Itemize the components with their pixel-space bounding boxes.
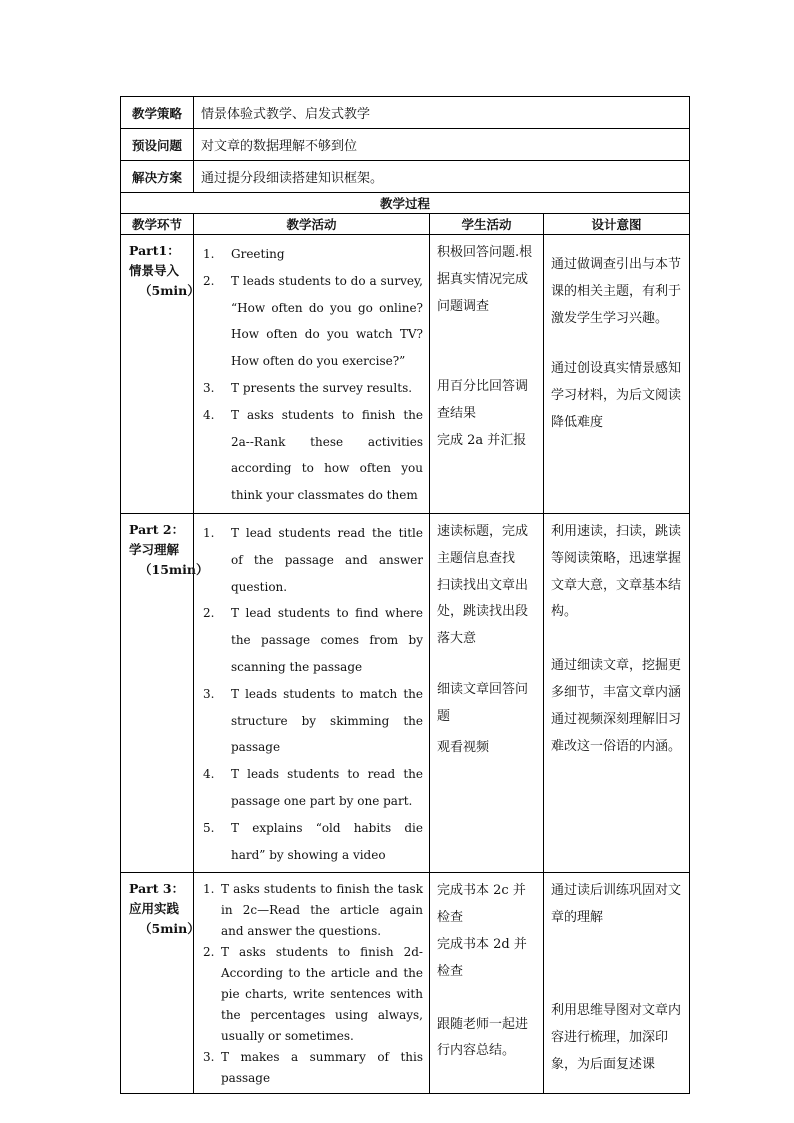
stage-name: 情景导入 — [129, 263, 180, 278]
student-activity-cell — [430, 513, 544, 872]
student-activity: 跟随老师一起进行内容总结。 — [437, 1016, 529, 1059]
student-activity: 扫读找出文章出处，跳读找出段落大意 — [437, 577, 529, 647]
info-value: 对文章的数据理解不够到位 — [194, 129, 690, 161]
part-row — [121, 235, 690, 514]
activity-item: 5. T explains “old habits die hard” by showing a video — [203, 820, 423, 862]
lesson-plan-page — [120, 96, 689, 1094]
activities-cell — [194, 235, 430, 514]
design-intent-cell — [544, 235, 690, 514]
activity-item: 2. T asks students to finish 2d-According to the article and the pie charts, write sentences with the percentages using always, usually or sometimes. — [203, 945, 423, 1044]
info-label: 解决方案 — [121, 161, 194, 193]
header-cell: 教学环节 — [121, 214, 194, 235]
stage-duration: （15min） — [139, 561, 209, 577]
stage-label: Part1： — [129, 243, 180, 258]
info-row — [121, 161, 690, 193]
info-label: 教学策略 — [121, 97, 194, 129]
info-row — [121, 97, 690, 129]
header-cell: 学生活动 — [430, 214, 544, 235]
activity-item: 3. T presents the survey results. — [203, 380, 413, 395]
header-cell: 设计意图 — [544, 214, 690, 235]
student-activity: 观看视频 — [437, 739, 490, 755]
activity-item: 4. T asks students to finish the 2a--Rank these activities according to how often you think your classmates do them — [203, 407, 423, 503]
activity-item: 1. T lead students read the title of the passage and answer question. — [203, 525, 423, 594]
stage-duration: （5min） — [139, 283, 200, 298]
stage-name: 应用实践 — [129, 901, 180, 917]
activity-list — [194, 235, 429, 513]
info-value: 通过提分段细读搭建知识框架。 — [194, 161, 690, 193]
part-row — [121, 513, 690, 872]
part-row — [121, 873, 690, 1094]
header-cell: 教学活动 — [194, 214, 430, 235]
design-intent: 通过创设真实情景感知学习材料，为后文阅读降低难度 — [551, 361, 682, 430]
design-intent: 利用速读，扫读，跳读等阅读策略，迅速掌握文章大意，文章基本结构。 — [551, 523, 682, 620]
stage-name: 学习理解 — [129, 541, 180, 557]
info-label: 预设问题 — [121, 129, 194, 161]
process-title-row — [121, 193, 690, 214]
student-activity: 用百分比回答调查结果 — [437, 379, 529, 422]
lesson-plan-table — [120, 96, 690, 1094]
activity-item: 3. T makes a summary of this passage — [203, 1050, 423, 1086]
student-activity: 细读文章回答问题 — [437, 681, 529, 724]
process-title: 教学过程 — [121, 193, 690, 214]
header-row — [121, 214, 690, 235]
design-intent-cell — [544, 513, 690, 872]
student-activity: 完成书本 2d 并检查 — [437, 936, 527, 979]
stage-label: Part 2： — [129, 521, 185, 537]
activity-list — [194, 514, 429, 872]
activity-list — [194, 873, 429, 1093]
activities-cell — [194, 873, 430, 1094]
design-intent: 利用思维导图对文章内容进行梳理，加深印象，为后面复述课 — [551, 1002, 682, 1072]
design-intent: 通过读后训练巩固对文章的理解 — [551, 883, 682, 926]
info-row — [121, 129, 690, 161]
info-value: 情景体验式教学、启发式教学 — [194, 97, 690, 129]
activity-item: 1. Greeting — [203, 247, 285, 261]
activity-item: 2. T leads students to do a survey, “How often do you go online? How often do you watch TV? How often do you exercise?” — [203, 273, 423, 369]
design-intent-cell — [544, 873, 690, 1094]
activity-item: 2. T lead students to find where the passage comes from by scanning the passage — [203, 606, 423, 674]
activity-item: 1. T asks students to finish the task in 2c—Read the article again and answer the questions. — [203, 882, 423, 939]
stage-label: Part 3： — [129, 881, 185, 897]
activity-item: 3. T leads students to match the structure by skimming the passage — [203, 686, 423, 755]
student-activity: 积极回答问题.根据真实情况完成问题调查 — [437, 245, 533, 314]
stage-cell — [121, 235, 200, 514]
student-activity: 完成 2a 并汇报 — [437, 432, 527, 448]
stage-duration: （5min） — [139, 921, 200, 937]
student-activity-cell — [430, 873, 544, 1094]
activities-cell — [194, 513, 430, 872]
stage-cell — [121, 873, 200, 1094]
design-intent: 通过做调查引出与本节课的相关主题，有利于激发学生学习兴趣。 — [551, 257, 682, 326]
design-intent: 通过细读文章，挖掘更多细节，丰富文章内涵 — [551, 658, 682, 700]
activity-item: 4. T leads students to read the passage one part by one part. — [203, 767, 423, 808]
student-activity: 完成书本 2c 并检查 — [437, 883, 526, 926]
student-activity: 速读标题，完成主题信息查找 — [437, 523, 529, 566]
design-intent: 通过视频深刻理解旧习难改这一俗语的内涵。 — [551, 711, 682, 754]
student-activity-cell — [430, 235, 544, 514]
stage-cell — [121, 513, 209, 872]
